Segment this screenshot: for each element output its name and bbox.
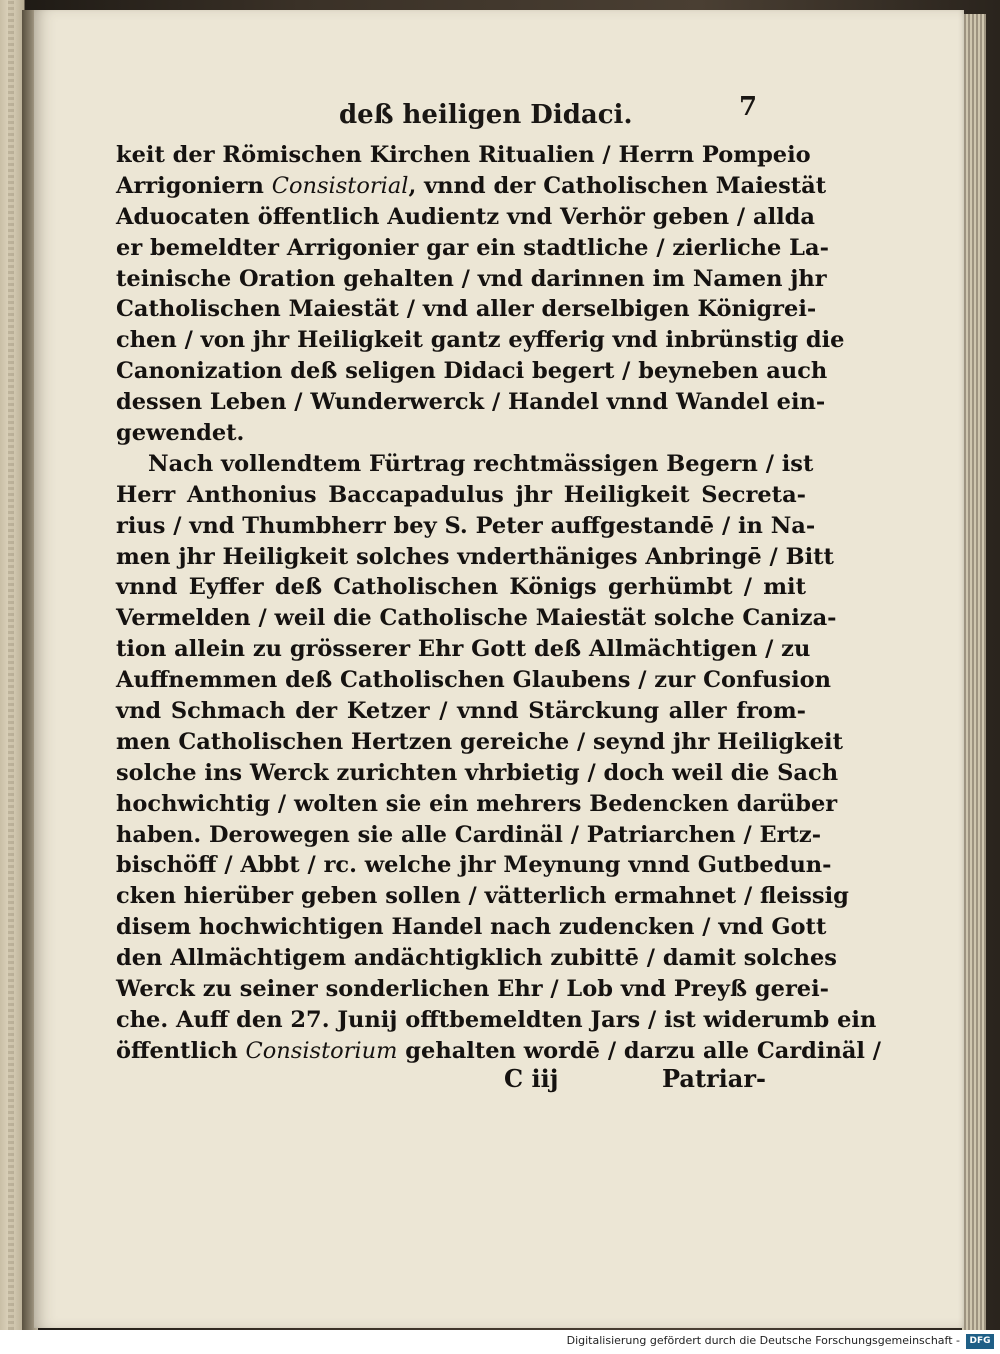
text-line [116, 572, 806, 603]
text-line [116, 418, 806, 449]
text-segment: den Allmächtigem andächtigklich zubittē / damit solches [116, 945, 837, 972]
text-segment: teinische Oration gehalten / vnd darinnen im Namen jhr [116, 265, 827, 292]
text-segment: Arrigoniern [116, 172, 272, 199]
latin-term: Consistorial [271, 172, 409, 199]
text-segment: Aduocaten öffentlich Audientz vnd Verhör geben / allda [116, 203, 815, 230]
text-line [116, 789, 838, 820]
running-head: deß heiligen Didaci. [339, 100, 633, 130]
text-line [116, 912, 827, 943]
text-line [116, 696, 806, 727]
text-line [116, 233, 829, 264]
catchword: Patriar- [662, 1064, 766, 1093]
text-segment: Herr Anthonius Baccapadulus jhr Heiligkeit Secreta- [116, 481, 806, 508]
text-segment: keit der Römischen Kirchen Ritualien / Herrn Pompeio [116, 142, 811, 168]
left-page-stack [8, 0, 14, 1330]
text-segment: Auffnemmen deß Catholischen Glaubens / zur Confusion [116, 667, 832, 694]
text-line [116, 294, 817, 325]
text-segment: Canonization deß seligen Didaci begert / beyneben auch [116, 358, 828, 385]
text-segment: , vnnd der Catholischen Maiestät [408, 172, 827, 199]
text-segment: vnnd Eyffer deß Catholischen Königs gerhümbt / mit [116, 574, 806, 601]
page-header [34, 92, 964, 138]
signature-mark: C iij [504, 1064, 559, 1093]
text-segment: Werck zu seiner sonderlichen Ehr / Lob vnd Preyß gerei- [116, 976, 830, 1003]
text-segment: Nach vollendtem Fürtrag rechtmässigen Begern / ist [148, 450, 814, 477]
text-line [116, 850, 832, 881]
right-page-stack [962, 14, 986, 1330]
text-line [116, 511, 816, 542]
page-number: 7 [739, 92, 758, 122]
text-segment: cken hierüber geben sollen / vätterlich ermahnet / fleissig [116, 883, 849, 910]
text-segment: hochwichtig / wolten sie ein mehrers Bedencken darüber [116, 790, 838, 817]
text-line [116, 665, 832, 696]
body-text [116, 140, 881, 1067]
text-segment: haben. Derowegen sie alle Cardinäl / Patriarchen / Ertz- [116, 821, 822, 848]
text-segment: rius / vnd Thumbherr bey S. Peter auffgestandē / in Na- [116, 512, 816, 539]
text-line [116, 881, 849, 912]
text-line [116, 325, 845, 356]
text-line [116, 449, 814, 480]
text-segment: men Catholischen Hertzen gereiche / seynd jhr Heiligkeit [116, 728, 843, 755]
text-line [116, 634, 811, 665]
text-line [116, 727, 843, 758]
text-segment: Vermelden / weil die Catholische Maiestät solche Caniza- [116, 605, 837, 632]
text-segment: tion allein zu grösserer Ehr Gott deß Allmächtigen / zu [116, 636, 811, 663]
text-segment: che. Auff den 27. Junij offtbemeldten Jars / ist widerumb ein [116, 1006, 877, 1033]
text-line [116, 820, 822, 851]
text-segment: öffentlich [116, 1037, 246, 1064]
text-line [116, 603, 837, 634]
text-segment: bischöff / Abbt / rc. welche jhr Meynung vnnd Gutbedun- [116, 852, 832, 879]
text-segment: dessen Leben / Wunderwerck / Handel vnnd Wandel ein- [116, 389, 826, 416]
text-line [116, 356, 828, 387]
text-segment: chen / von jhr Heiligkeit gantz eyfferig vnd inbrünstig die [116, 327, 845, 354]
latin-term: Consistorium [245, 1037, 398, 1064]
text-segment: vnd Schmach der Ketzer / vnnd Stärckung aller from- [116, 698, 806, 725]
text-line [116, 480, 806, 511]
text-line [116, 758, 839, 789]
text-line [116, 171, 827, 202]
dfg-logo-icon: DFG [966, 1334, 994, 1349]
text-line [116, 140, 811, 171]
text-line [116, 264, 827, 295]
text-line [116, 974, 830, 1005]
book-page [34, 10, 964, 1328]
credit-bar [0, 1330, 1000, 1354]
text-segment: gehalten wordē / darzu alle Cardinäl / [397, 1037, 881, 1064]
text-segment: er bemeldter Arrigonier gar ein stadtliche / zierliche La- [116, 234, 829, 261]
page-footer [34, 1062, 964, 1102]
dfg-credit-text: Digitalisierung gefördert durch die Deutsche Forschungsgemeinschaft - [566, 1334, 960, 1347]
text-segment: Catholischen Maiestät / vnd aller derselbigen Königrei- [116, 296, 817, 323]
text-line [116, 202, 815, 233]
text-line [116, 1005, 877, 1036]
text-segment: disem hochwichtigen Handel nach zudencken / vnd Gott [116, 914, 827, 941]
text-segment: solche ins Werck zurichten vhrbietig / doch weil die Sach [116, 759, 839, 786]
text-line [116, 542, 834, 573]
text-line [116, 387, 826, 418]
text-segment: gewendet. [116, 420, 245, 447]
text-line [116, 943, 837, 974]
text-segment: men jhr Heiligkeit solches vnderthäniges Anbringē / Bitt [116, 543, 834, 570]
